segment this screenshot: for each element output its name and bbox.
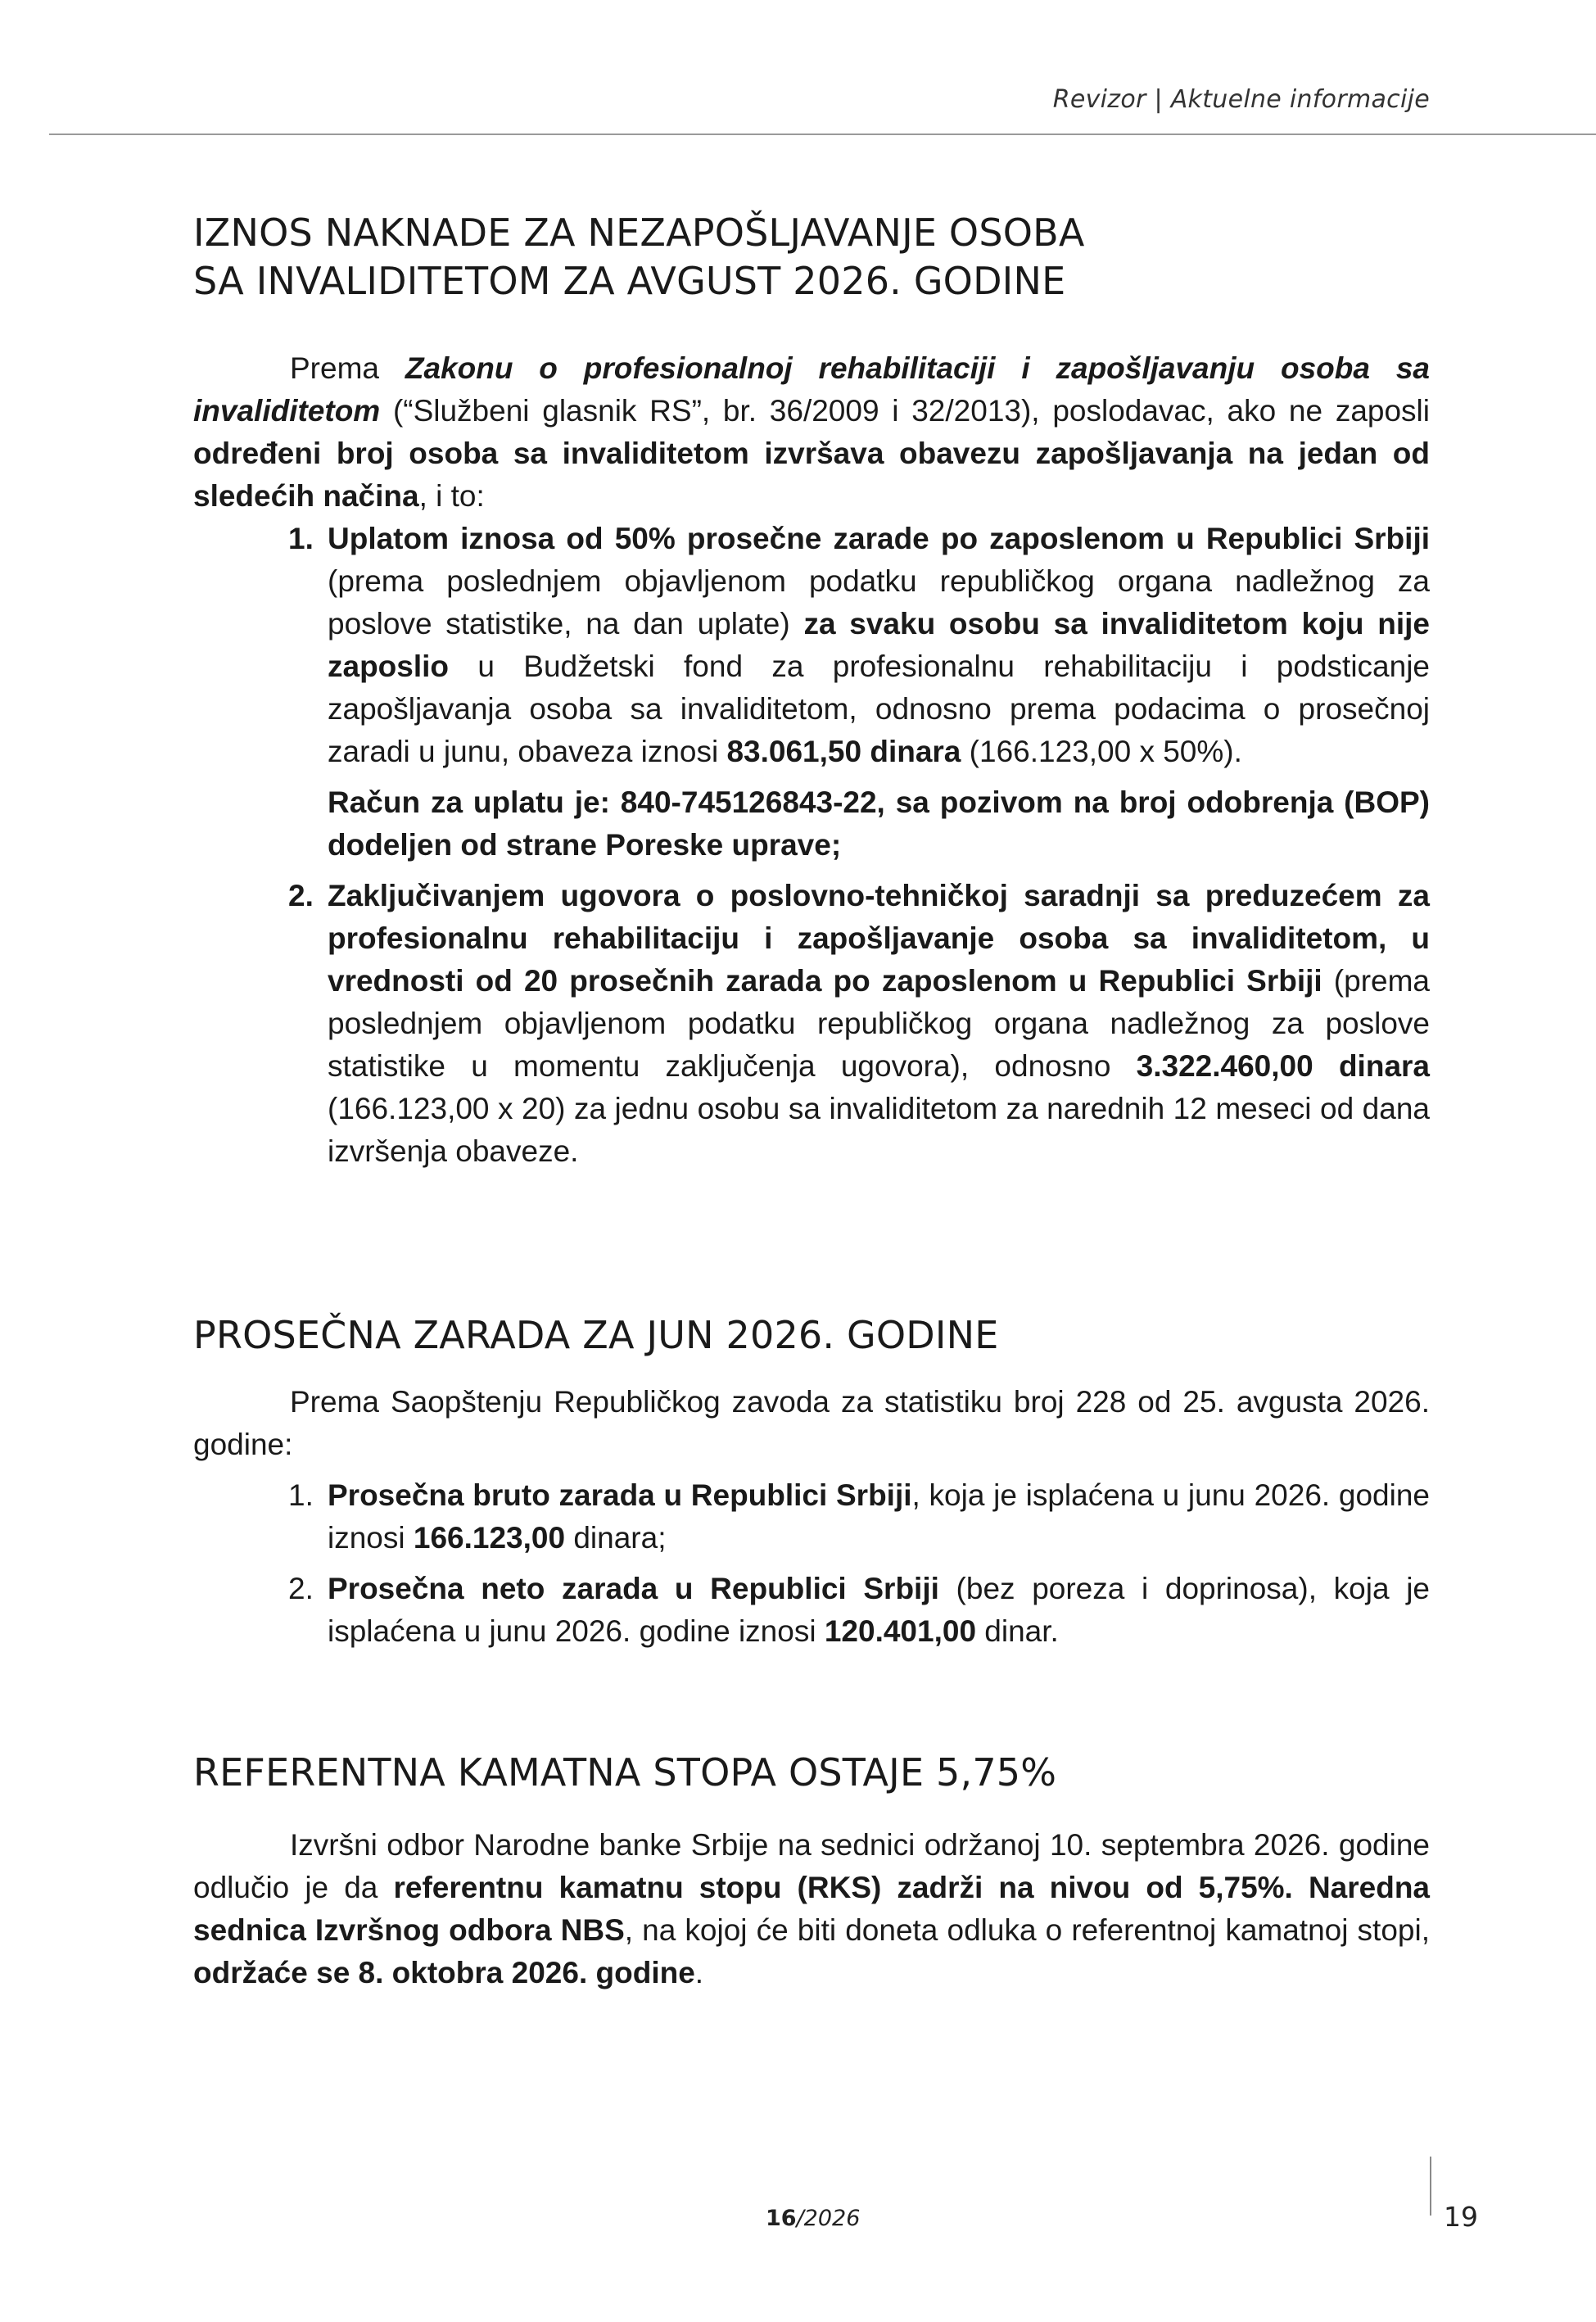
section-title-referentna-stopa: REFERENTNA KAMATNA STOPA OSTAJE 5,75% — [193, 1750, 1057, 1795]
kamatna-stopa-paragraph — [193, 1824, 1430, 1994]
list-number: 2. — [288, 879, 314, 912]
paragraph-bold: održaće se 8. oktobra 2026. godine — [193, 1956, 695, 1989]
list-item-bold: Prosečna neto zarada u Republici Srbiji — [328, 1572, 939, 1605]
obligation-text: određeni broj osoba sa invaliditetom izvršava obavezu zapošljavanja na jedan od sledećih načina — [193, 437, 1430, 513]
issue-number — [766, 2206, 860, 2231]
list-number: 1. — [288, 522, 314, 555]
list-item-bold: Prosečna bruto zarada u Republici Srbiji — [328, 1478, 912, 1512]
obligation-options-list-continued — [193, 875, 1430, 1173]
paragraph-bold: referentnu kamatnu stopu (RKS) zadrži na nivou od 5,75%. — [393, 1871, 1293, 1904]
intro-text: , i to: — [418, 479, 485, 513]
paragraph-text: . — [694, 1956, 704, 1989]
paragraph-bold: Naredna sednica Izvršnog odbora NBS — [193, 1871, 1430, 1947]
salary-list — [193, 1474, 1430, 1653]
list-item-text: dinara; — [565, 1521, 667, 1555]
list-item-text: (prema poslednjem objavljenom podatku republičkog organa nadležnog za poslove statistike, na dan uplate) — [328, 564, 1430, 640]
list-item-text: (prema poslednjem objavljenom podatku republičkog organa nadležnog za poslove statistike u momentu zaključenja ugovora), odnosno — [328, 964, 1430, 1083]
page-content — [193, 205, 1430, 1994]
list-item-bold: Uplatom iznosa od 50% prosečne zarade po zaposlenom u Republici Srbiji — [328, 522, 1430, 555]
list-item — [193, 875, 1430, 1173]
list-item — [193, 518, 1430, 773]
payment-account-note: Račun za uplatu je: 840-745126843-22, sa pozivom na broj odobrenja (BOP) dodeljen od strane Poreske uprave; — [328, 785, 1430, 862]
section-title-line-2: SA INVALIDITETOM ZA AVGUST 2026. GODINE — [193, 259, 1066, 303]
amount-value: 83.061,50 dinara — [726, 735, 961, 768]
amount-value: 120.401,00 — [824, 1614, 977, 1648]
footer-divider — [1430, 2157, 1431, 2216]
list-item-text: , koja je isplaćena u junu 2026. godine iznosi — [328, 1478, 1430, 1555]
page-number: 19 — [1444, 2201, 1478, 2233]
issue-year: /2026 — [796, 2206, 861, 2231]
paragraph-text: Izvršni odbor Narodne banke Srbije na sednici održanoj 10. septembra 2026. godine odlučio je da — [193, 1828, 1430, 1904]
issue-number-bold: 16 — [766, 2206, 797, 2231]
paragraph-text — [1293, 1871, 1309, 1904]
list-item-text: (166.123,00 x 50%). — [961, 735, 1242, 768]
list-item-text: (166.123,00 x 20) za jednu osobu sa invaliditetom za narednih 12 meseci od dana izvršenja obaveze. — [328, 1092, 1430, 1168]
list-item — [193, 1474, 1430, 1559]
list-item-bold: Zaključivanjem ugovora o poslovno-tehničkoj saradnji sa preduzećem za profesionalnu rehabilitaciju i zapošljavanje osoba sa invaliditetom, u vrednosti od 20 prosečnih zarada po zaposlenom u Republici Srbiji — [328, 879, 1430, 998]
list-item-text: dinar. — [976, 1614, 1059, 1648]
header-divider — [49, 134, 1596, 135]
list-item — [193, 1568, 1430, 1653]
list-item-bold: za svaku osobu sa invaliditetom koju nije zaposlio — [328, 607, 1430, 683]
intro-text: (“Službeni glasnik RS”, br. 36/2009 i 32/2013), poslodavac, ako ne zaposli — [380, 394, 1430, 428]
section-title-naknada — [193, 209, 1430, 306]
intro-text: Prema — [290, 351, 405, 385]
amount-value: 3.322.460,00 dinara — [1136, 1049, 1430, 1083]
zarada-intro-paragraph: Prema Saopštenju Republičkog zavoda za statistiku broj 228 od 25. avgusta 2026. godine: — [193, 1385, 1430, 1461]
list-number: 2. — [288, 1572, 314, 1605]
section-title-prosecna-zarada: PROSEČNA ZARADA ZA JUN 2026. GODINE — [193, 1313, 999, 1357]
list-item-text: u Budžetski fond za profesionalnu rehabilitaciju i podsticanje zapošljavanja osoba sa invaliditetom, odnosno prema podacima o prosečnoj zaradi u junu, obaveza iznosi — [328, 650, 1430, 768]
naknada-intro-paragraph — [193, 347, 1430, 518]
obligation-options-list — [193, 518, 1430, 773]
amount-value: 166.123,00 — [413, 1521, 566, 1555]
section-title-line-1: IZNOS NAKNADE ZA NEZAPOŠLJAVANJE OSOBA — [193, 210, 1085, 255]
list-number: 1. — [288, 1478, 314, 1512]
running-header: Revizor | Aktuelne informacije — [1052, 85, 1430, 114]
paragraph-text: , na kojoj će biti doneta odluka o referentnoj kamatnoj stopi, — [624, 1913, 1430, 1947]
law-reference: Zakonu o profesionalnoj rehabilitaciji i zapošljavanju osoba sa invaliditetom — [193, 351, 1430, 428]
list-item-text: (bez poreza i doprinosa), koja je isplaćena u junu 2026. godine iznosi — [328, 1572, 1430, 1648]
